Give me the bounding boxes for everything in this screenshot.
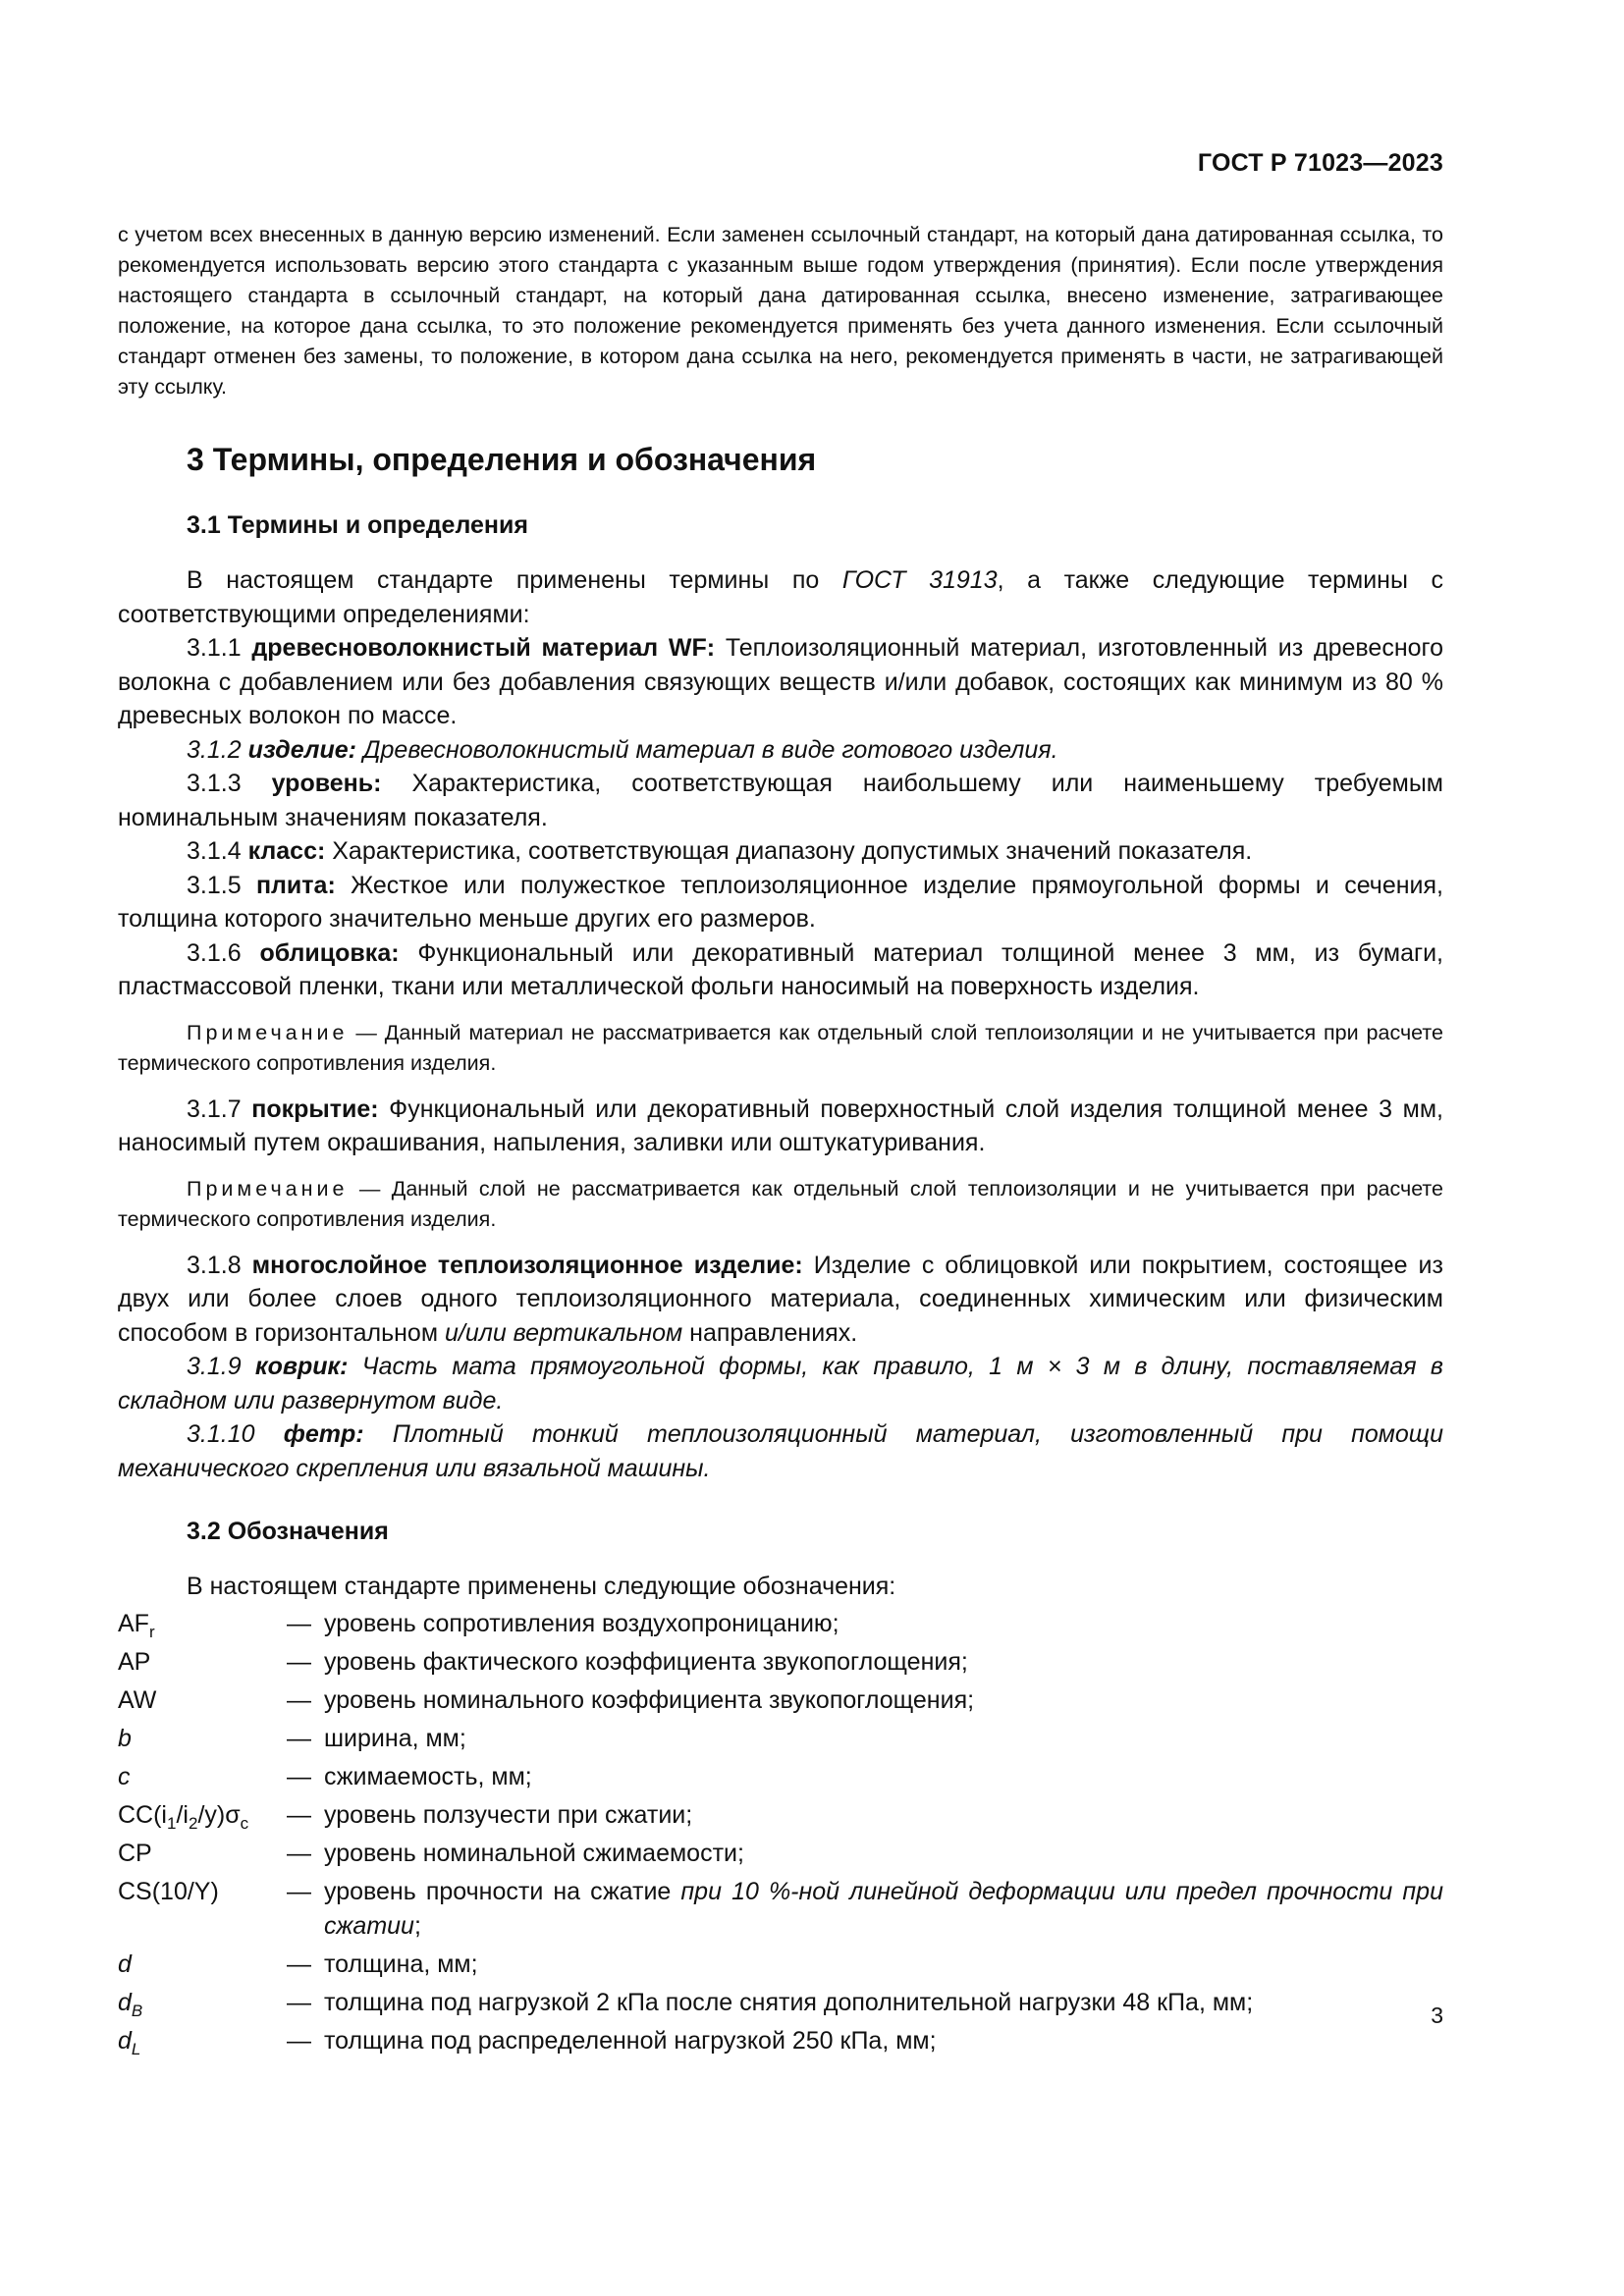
symbol-dash: — xyxy=(287,1685,311,1714)
term-3-1-9: 3.1.9 коврик: Часть мата прямоугольной формы, как правило, 1 м × 3 м в длину, поставляемая в складном или развернутом виде. xyxy=(118,1353,1443,1415)
gost-reference: ГОСТ 31913 xyxy=(841,566,998,594)
symbol-row xyxy=(118,1645,1443,1680)
symbol-description: толщина под распределенной нагрузкой 250 кПа, мм; xyxy=(324,2026,937,2055)
symbol-row xyxy=(118,1948,1443,1982)
symbol-dash: — xyxy=(287,1877,311,1905)
subsection-3-2-title: 3.2 Обозначения xyxy=(187,1518,389,1545)
term-3-1-6: 3.1.6 облицовка: Функциональный или декоративный материал толщиной менее 3 мм, из бумаги, пластмассовой пленки, ткани или металлической фольги наносимый на поверхность изделия. xyxy=(118,938,1443,1000)
symbol-dash: — xyxy=(287,1609,311,1637)
symbol-row xyxy=(118,1760,1443,1794)
note-1: Примечание — Данный материал не рассматривается как отдельный слой теплоизоляции и не учитывается при расчете термического сопротивления изделия. xyxy=(118,1020,1443,1075)
symbol-description: сжимаемость, мм; xyxy=(324,1762,532,1790)
symbol-row xyxy=(118,1837,1443,1871)
symbol-row xyxy=(118,1875,1443,1944)
symbols-list xyxy=(118,1607,1443,2058)
standard-header: ГОСТ Р 71023—2023 xyxy=(1197,149,1443,177)
term-3-1-8: 3.1.8 многослойное теплоизоляционное изделие: Изделие с облицовкой или покрытием, состоящее из двух или более слоев одного теплоизоляционного материала, соединенных химическим или физическим способом в горизонтальном и/или вертикальном направлениях. xyxy=(118,1251,1443,1347)
symbol-description: ширина, мм; xyxy=(324,1724,466,1752)
term-3-1-3: 3.1.3 уровень: Характеристика, соответствующая наибольшему или наименьшему требуемым номинальным значениям показателя. xyxy=(118,770,1443,831)
symbol: d xyxy=(118,1949,132,1978)
section-3-title: 3 Термины, определения и обозначения xyxy=(187,442,817,477)
symbol-description: уровень прочности на сжатие при 10 %-ной линейной деформации или предел прочности при сжатии; xyxy=(324,1877,1443,1940)
intro-paragraph: с учетом всех внесенных в данную версию изменений. Если заменен ссылочный стандарт, на который дана датированная ссылка, то рекомендуется использовать версию этого стандарта с указанным выше годом утверждения (принятия). Если после утверждения настоящего стандарта в ссылочный стандарт, на который дана датированная ссылка, внесено изменение, затрагивающее положение, на которое дана ссылка, то это положение рекомендуется применять без учета данного изменения. Если ссылочный стандарт отменен без замены, то положение, в котором дана ссылка на него, рекомендуется применять в части, не затрагивающей эту ссылку. xyxy=(118,223,1443,399)
term-3-1-10: 3.1.10 фетр: Плотный тонкий теплоизоляционный материал, изготовленный при помощи механического скрепления или вязальной машины. xyxy=(118,1420,1443,1482)
symbol-dash: — xyxy=(287,1949,311,1978)
symbol-dash: — xyxy=(287,1839,311,1867)
symbol-dash: — xyxy=(287,1762,311,1790)
symbol-description: уровень фактического коэффициента звукопоглощения; xyxy=(324,1647,968,1676)
symbol-description: уровень сопротивления воздухопроницанию; xyxy=(324,1609,839,1637)
symbol-dash: — xyxy=(287,1988,311,2016)
symbol-row xyxy=(118,1683,1443,1718)
symbol-row xyxy=(118,1607,1443,1641)
symbol-description: уровень номинального коэффициента звукопоглощения; xyxy=(324,1685,975,1714)
symbol-row xyxy=(118,1986,1443,2020)
symbol-description: уровень ползучести при сжатии; xyxy=(324,1800,693,1829)
symbol: $CC(i_1/i_2/y)\sigma_c$ xyxy=(118,1800,249,1833)
term-3-1-7: 3.1.7 покрытие: Функциональный или декоративный поверхностный слой изделия толщиной менее 3 мм, наносимый путем окрашивания, напыления, заливки или оштукатуривания. xyxy=(118,1095,1443,1156)
terms-intro: В настоящем стандарте применены термины по ГОСТ 31913, а также следующие термины с соответствующими определениями: xyxy=(118,566,1443,628)
page-content xyxy=(118,220,1443,2062)
page-number: 3 xyxy=(1431,2002,1443,2028)
symbol-dash: — xyxy=(287,1724,311,1752)
term-3-1-1: 3.1.1 древесноволокнистый материал WF: Теплоизоляционный материал, изготовленный из древесного волокна с добавлением или без добавления связующих веществ и/или добавок, состоящих как минимум из 80 % древесных волокон по массе. xyxy=(118,634,1443,729)
term-3-1-5: 3.1.5 плита: Жесткое или полужесткое теплоизоляционное изделие прямоугольной формы и сечения, толщина которого значительно меньше других его размеров. xyxy=(118,871,1443,933)
symbol: b xyxy=(118,1724,132,1752)
symbol: CP xyxy=(118,1839,152,1867)
symbol: $d_L$ xyxy=(118,2026,141,2058)
symbol: $AF_r$ xyxy=(118,1609,155,1641)
subsection-3-1-title: 3.1 Термины и определения xyxy=(187,511,528,539)
term-3-1-4: 3.1.4 класс: Характеристика, соответствующая диапазону допустимых значений показателя. xyxy=(187,837,1253,865)
symbol-row xyxy=(118,1798,1443,1833)
term-3-1-2: 3.1.2 изделие: Древесноволокнистый материал в виде готового изделия. xyxy=(187,735,1058,764)
symbols-intro: В настоящем стандарте применены следующие обозначения: xyxy=(187,1573,896,1600)
symbol-description: толщина под нагрузкой 2 кПа после снятия дополнительной нагрузки 48 кПа, мм; xyxy=(324,1988,1254,2016)
symbol: c xyxy=(118,1762,131,1790)
symbol-row xyxy=(118,2024,1443,2058)
symbol: AP xyxy=(118,1647,151,1676)
symbol-dash: — xyxy=(287,2026,311,2055)
note-2: Примечание — Данный слой не рассматривается как отдельный слой теплоизоляции и не учитывается при расчете термического сопротивления изделия. xyxy=(118,1176,1443,1231)
symbol-description: толщина, мм; xyxy=(324,1949,478,1978)
symbol-dash: — xyxy=(287,1647,311,1676)
symbol-description: уровень номинальной сжимаемости; xyxy=(324,1839,744,1867)
symbol: $d_B$ xyxy=(118,1988,143,2020)
symbol: CS(10/Y) xyxy=(118,1877,219,1905)
symbol-dash: — xyxy=(287,1800,311,1829)
symbol-row xyxy=(118,1722,1443,1756)
symbol: AW xyxy=(118,1685,157,1714)
